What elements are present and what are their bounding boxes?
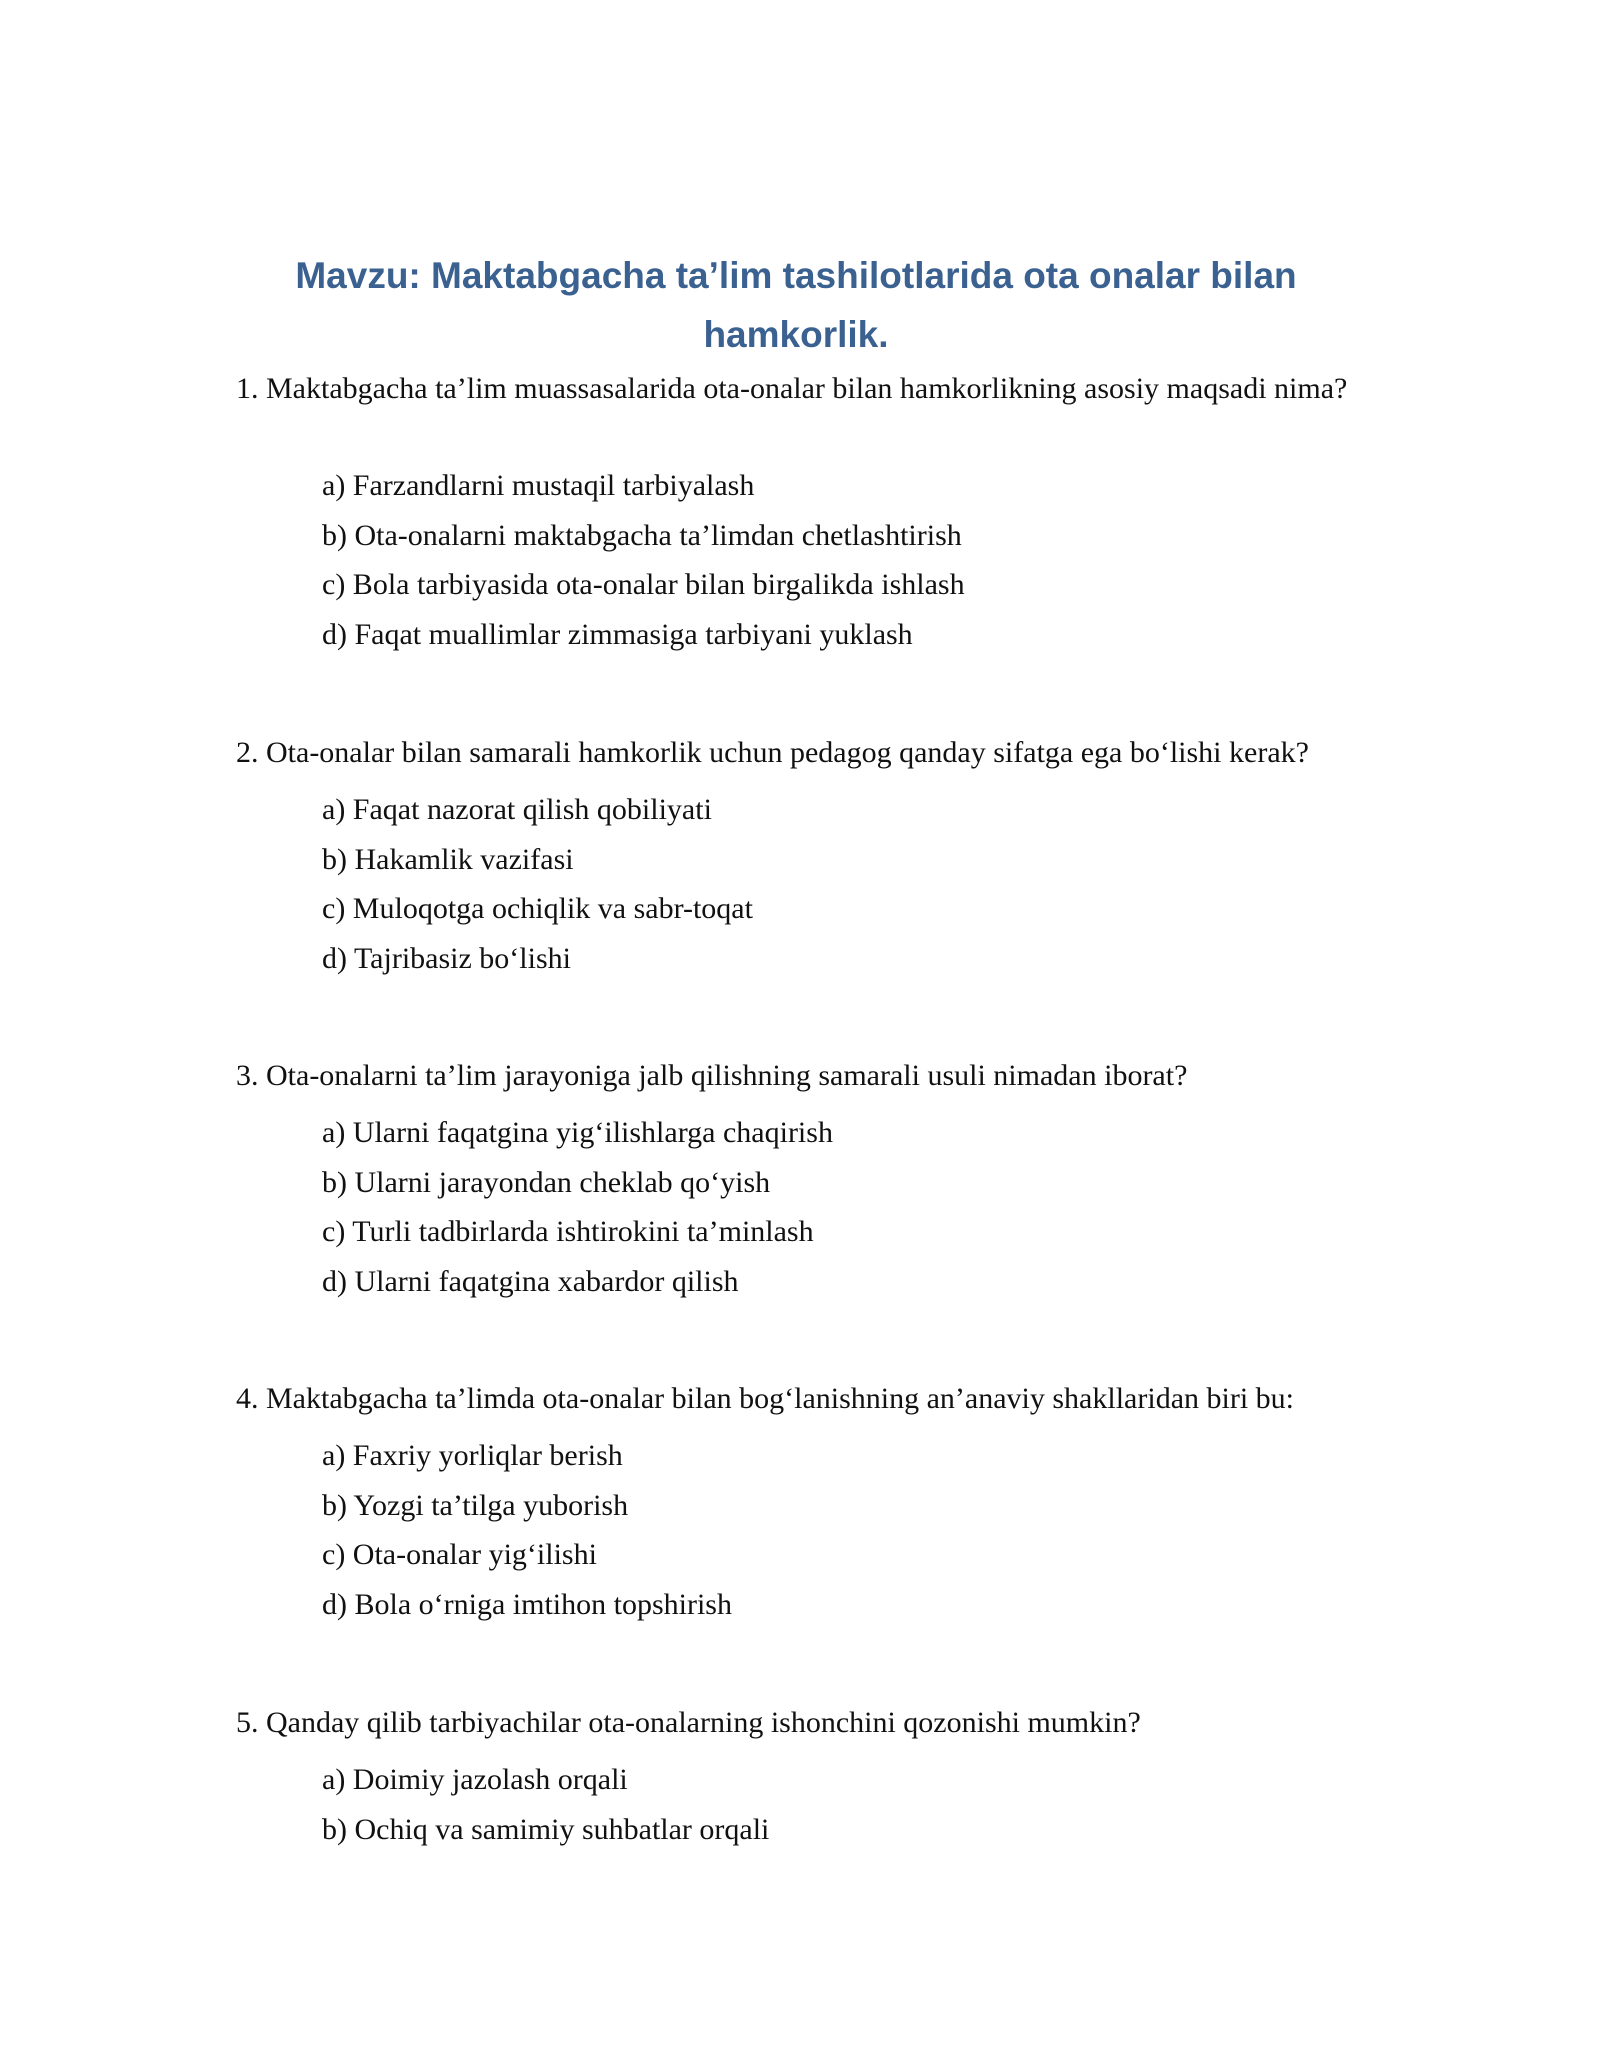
option-4d: d) Bola o‘rniga imtihon topshirish — [322, 1587, 732, 1621]
option-4a: a) Faxriy yorliqlar berish — [322, 1439, 623, 1472]
option-3d: d) Ularni faqatgina xabardor qilish — [322, 1264, 739, 1298]
option-1c: c) Bola tarbiyasida ota-onalar bilan birgalikda ishlash — [322, 568, 965, 601]
question-2: 2. Ota-onalar bilan samarali hamkorlik uchun pedagog qanday sifatga ega bo‘lishi kerak? — [236, 736, 1309, 769]
option-2c: c) Muloqotga ochiqlik va sabr-toqat — [322, 892, 753, 925]
option-3c: c) Turli tadbirlarda ishtirokini ta’minlash — [322, 1215, 814, 1248]
question-1-options — [322, 466, 965, 664]
question-4: 4. Maktabgacha ta’limda ota-onalar bilan bog‘lanishning an’anaviy shakllaridan biri bu: — [236, 1382, 1294, 1415]
option-3a: a) Ularni faqatgina yig‘ilishlarga chaqirish — [322, 1116, 833, 1149]
question-3-options — [322, 1113, 833, 1311]
question-5-options — [322, 1760, 769, 1859]
question-1: 1. Maktabgacha ta’lim muassasalarida ota-onalar bilan hamkorlikning asosiy maqsadi nima? — [236, 372, 1348, 405]
option-2d: d) Tajribasiz bo‘lishi — [322, 941, 571, 975]
page-title: Mavzu: Maktabgacha ta’lim tashilotlarida ota onalar bilan hamkorlik. — [295, 255, 1297, 355]
question-5: 5. Qanday qilib tarbiyachilar ota-onalarning ishonchini qozonishi mumkin? — [236, 1706, 1141, 1739]
question-2-options — [322, 790, 753, 988]
question-4-options — [322, 1436, 732, 1634]
option-4c: c) Ota-onalar yig‘ilishi — [322, 1538, 597, 1571]
option-5a: a) Doimiy jazolash orqali — [322, 1763, 628, 1796]
option-4b: b) Yozgi ta’tilga yuborish — [322, 1488, 629, 1522]
option-2a: a) Faqat nazorat qilish qobiliyati — [322, 793, 712, 826]
question-3: 3. Ota-onalarni ta’lim jarayoniga jalb qilishning samarali usuli nimadan iborat? — [236, 1059, 1188, 1092]
option-5b: b) Ochiq va samimiy suhbatlar orqali — [322, 1812, 770, 1846]
option-2b: b) Hakamlik vazifasi — [322, 842, 574, 876]
option-1a: a) Farzandlarni mustaqil tarbiyalash — [322, 469, 755, 502]
option-3b: b) Ularni jarayondan cheklab qo‘yish — [322, 1165, 771, 1199]
option-1b: b) Ota-onalarni maktabgacha ta’limdan chetlashtirish — [322, 518, 962, 552]
option-1d: d) Faqat muallimlar zimmasiga tarbiyani yuklash — [322, 617, 913, 651]
